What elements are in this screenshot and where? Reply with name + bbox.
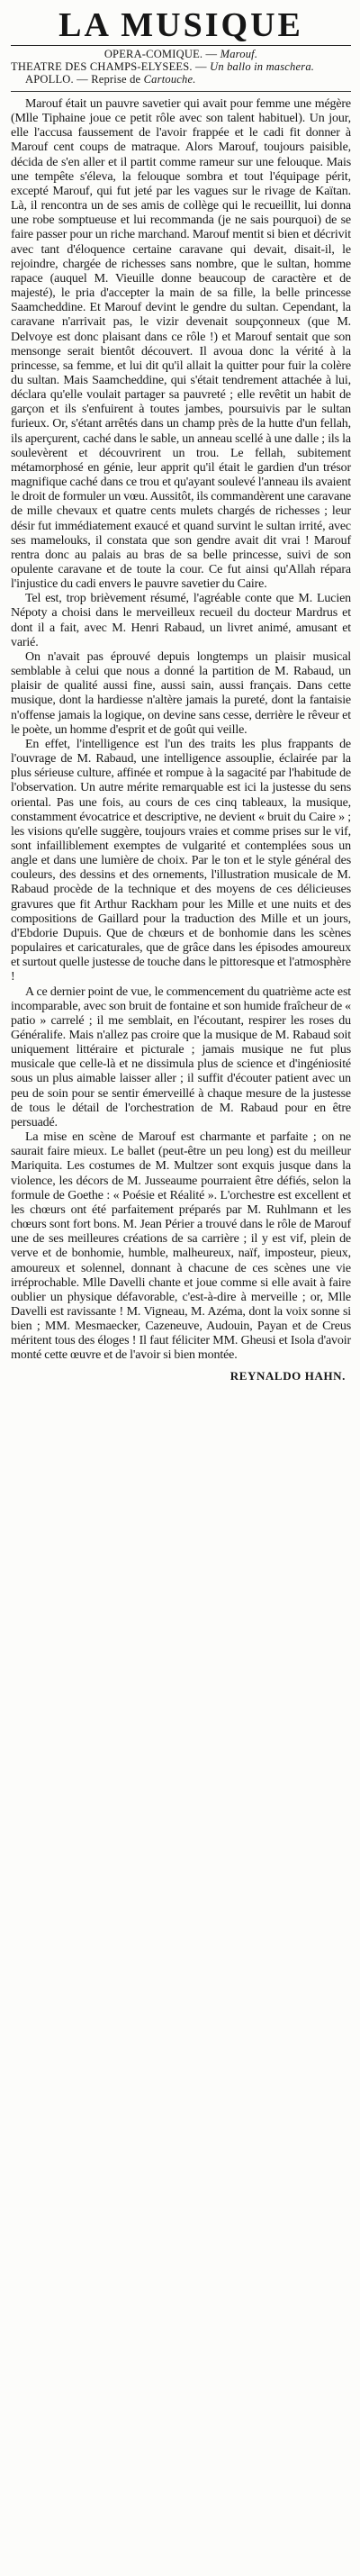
program-line [11, 73, 351, 86]
program-venue: THEATRE DES CHAMPS-ELYSEES. [11, 60, 193, 73]
program-work: Cartouche. [143, 73, 196, 86]
section-title: LA MUSIQUE [11, 5, 351, 46]
program-separator: — [192, 60, 211, 73]
program-venue: OPERA-COMIQUE. [104, 48, 203, 60]
article-paragraph: Tel est, trop brièvement résumé, l'agréable conte que M. Lucien Népoty a choisi dans le merveilleux recueil du docteur Mardrus et dont il a fait, avec M. Henri Rabaud, un livret animé, amusant et varié. [11, 592, 351, 649]
article-paragraph: La mise en scène de Marouf est charmante et parfaite ; on ne saurait faire mieux. Le ballet (peut-être un peu long) est du meilleur Mariquita. Les costumes de M. Multzer sont exquis jusque dans la violence, les décors de M. Jusseaume pourraient être défiés, selon la formule de Goethe : « Poésie et Réalité ». L'orchestre est excellent et les chœurs ont été parfaitement préparés par M. Ruhlmann et les chœurs sont fort bons. M. Jean Périer a trouvé dans le rôle de Marouf une de ses meilleures créations de sa carrière ; il y est vif, plein de verve et de bonhomie, humble, malheureux, naïf, imposteur, pieux, amoureux et solennel, donnant à chacune de ces scènes une vie irréprochable. Mlle Davelli chante et joue comme si elle avait à faire oublier un physique défavorable, c'est-à-dire à merveille ; or, Mlle Davelli est ravissante ! M. Vigneau, M. Azéma, dont la voix sonne si bien ; MM. Mesmaecker, Cazeneuve, Audouin, Payan et de Creus méritent tous des éloges ! Il faut féliciter MM. Gheusi et Isola d'avoir monté cette œuvre et de l'avoir si bien montée. [11, 1130, 351, 1363]
program-venue: APOLLO. [25, 73, 74, 86]
divider [11, 91, 351, 92]
article-paragraph: En effet, l'intelligence est l'un des traits les plus frappants de l'ouvrage de M. Rabaud, une intelligence assouplie, éclairée par la plus sérieuse culture, affinée et rompue à la sagacité par l'habitude de l'observation. Un autre mérite remarquable est ici la justesse du sens oriental. Pas une fois, au cours de ces cinq tableaux, la musique, constamment évocatrice et descriptive, ne devient « bruit du Caire » ; les visions qu'elle suggère, toujours vraies et comme prises sur le vif, sont infailliblement exemptes de vulgarité et contemplées sous un angle et dans une lumière de choix. Par le ton et le style général des couleurs, des dessins et des ornements, l'illustration musicale de M. Rabaud procède de la technique et des moyens de ces délicieuses gravures que fit Arthur Rackham pour les Mille et une nuits et des compositions de Gaillard pour la traduction des Mille et un jours, d'Ebdorie Dupuis. Que de chœurs et de bonhomie dans les scènes populaires et caricaturales, que de grâce dans les épisodes amoureux et surtout quelle justesse de touche dans le pittoresque et l'atmosphère ! [11, 737, 351, 984]
article-paragraph: Marouf était un pauvre savetier qui avait pour femme une mégère (Mlle Tiphaine joue ce petit rôle avec son talent habituel). Un jour, elle l'accusa faussement de l'avoir frappée et le cadi fit donner à Marouf cent coups de matraque. Alors Marouf, toujours paisible, décida de s'en aller et il partit comme rameur sur une felouque. Mais une tempête s'éleva, la felouque sombra et tout l'équipage périt, excepté Marouf, qui fut jeté par les vagues sur le rivage de Kaïtan. Là, il rencontra un de ses amis de collège qui le recueillit, lui donna une robe somptueuse et lui recommanda (je ne sais pourquoi) de se faire passer pour un riche marchand. Marouf mentit si bien et décrivit avec tant d'éloquence certaine caravane qui devait, disait-il, le rejoindre, chargée de richesses sans nombre, que le sultan, homme rapace (auquel M. Vieuille donne beaucoup de caractère et de majesté), le pria d'accepter la main de sa fille, la belle princesse Saamcheddine. Et Marouf devint le gendre du sultan. Cependant, la caravane n'arrivait pas, le vizir devenait soupçonneux (que M. Delvoye est donc plaisant dans ce rôle !) et Marouf sentait que son mensonge serait bientôt découvert. Il avoua donc la vérité à la princesse, sa femme, et lui dit qu'il allait la quitter pour fuir la colère du sultan. Mais Saamcheddine, qui s'était tendrement attachée à lui, déclara qu'elle voulait partager sa pauvreté ; elle revêtit un habit de garçon et ils s'enfuirent à toutes jambes, poursuivis par le sultan furieux. Or, s'étant arrêtés dans un champ près de la hutte d'un fellah, ils aperçurent, caché dans le sable, un anneau scellé à une dalle ; ils la soulevèrent et découvrirent un trou. Le fellah, subitement métamorphosé en génie, leur apprit qu'il était le gardien d'un trésor magnifique caché dans ce trou et qu'ayant soulevé l'anneau ils avaient le droit de formuler un vœu. Aussitôt, ils commandèrent une caravane de mille chevaux et quatre cents mulets chargés de richesses ; leur désir fut immédiatement exaucé et quand survint le sultan irrité, avec ses mamelouks, il constata que son gendre avait dit vrai ! Marouf rentra donc au palais au bras de sa belle princesse, suivi de son opulente caravane et de toute la cour. Ce fut ainsi qu'Allah répara l'injustice du cadi envers le pauvre savetier du Caire. [11, 97, 351, 592]
article-body [11, 97, 351, 1364]
program-list [11, 48, 351, 86]
program-work: Un ballo in maschera. [210, 60, 315, 73]
program-separator: — Reprise de [73, 73, 144, 86]
author-signature: REYNALDO HAHN. [230, 1368, 346, 1383]
article-paragraph: On n'avait pas éprouvé depuis longtemps un plaisir musical semblable à celui que nous a donné la partition de M. Rabaud, un plaisir de qualité aussi fine, aussi sain, aussi français. Dans cette musique, dont la hardiesse n'altère jamais la pureté, dont la fantaisie n'offense jamais la logique, on devine sans cesse, derrière le rêveur et le poète, un homme d'esprit et de goût qui veille. [11, 649, 351, 737]
program-separator: — [202, 48, 220, 60]
program-line [11, 48, 351, 60]
program-work: Marouf. [220, 48, 258, 60]
program-line [11, 60, 351, 73]
article-paragraph: A ce dernier point de vue, le commencement du quatrième acte est incomparable, avec son bruit de fontaine et son humide fraîcheur de « patio » carrelé ; il me semblait, en l'écoutant, respirer les roses du Généralife. Mais n'allez pas croire que la musique de M. Rabaud soit uniquement littéraire et picturale ; jamais musique ne fut plus musicale que celle-là et ne dissimula plus de science et d'ingéniosité sous un plus aimable laisser aller ; il suffit d'écouter patient avec un peu de soin pour se sentir émerveillé à chaque mesure de la justesse de tous le détail de l'orchestration de M. Rabaud pour en être persuadé. [11, 984, 351, 1129]
